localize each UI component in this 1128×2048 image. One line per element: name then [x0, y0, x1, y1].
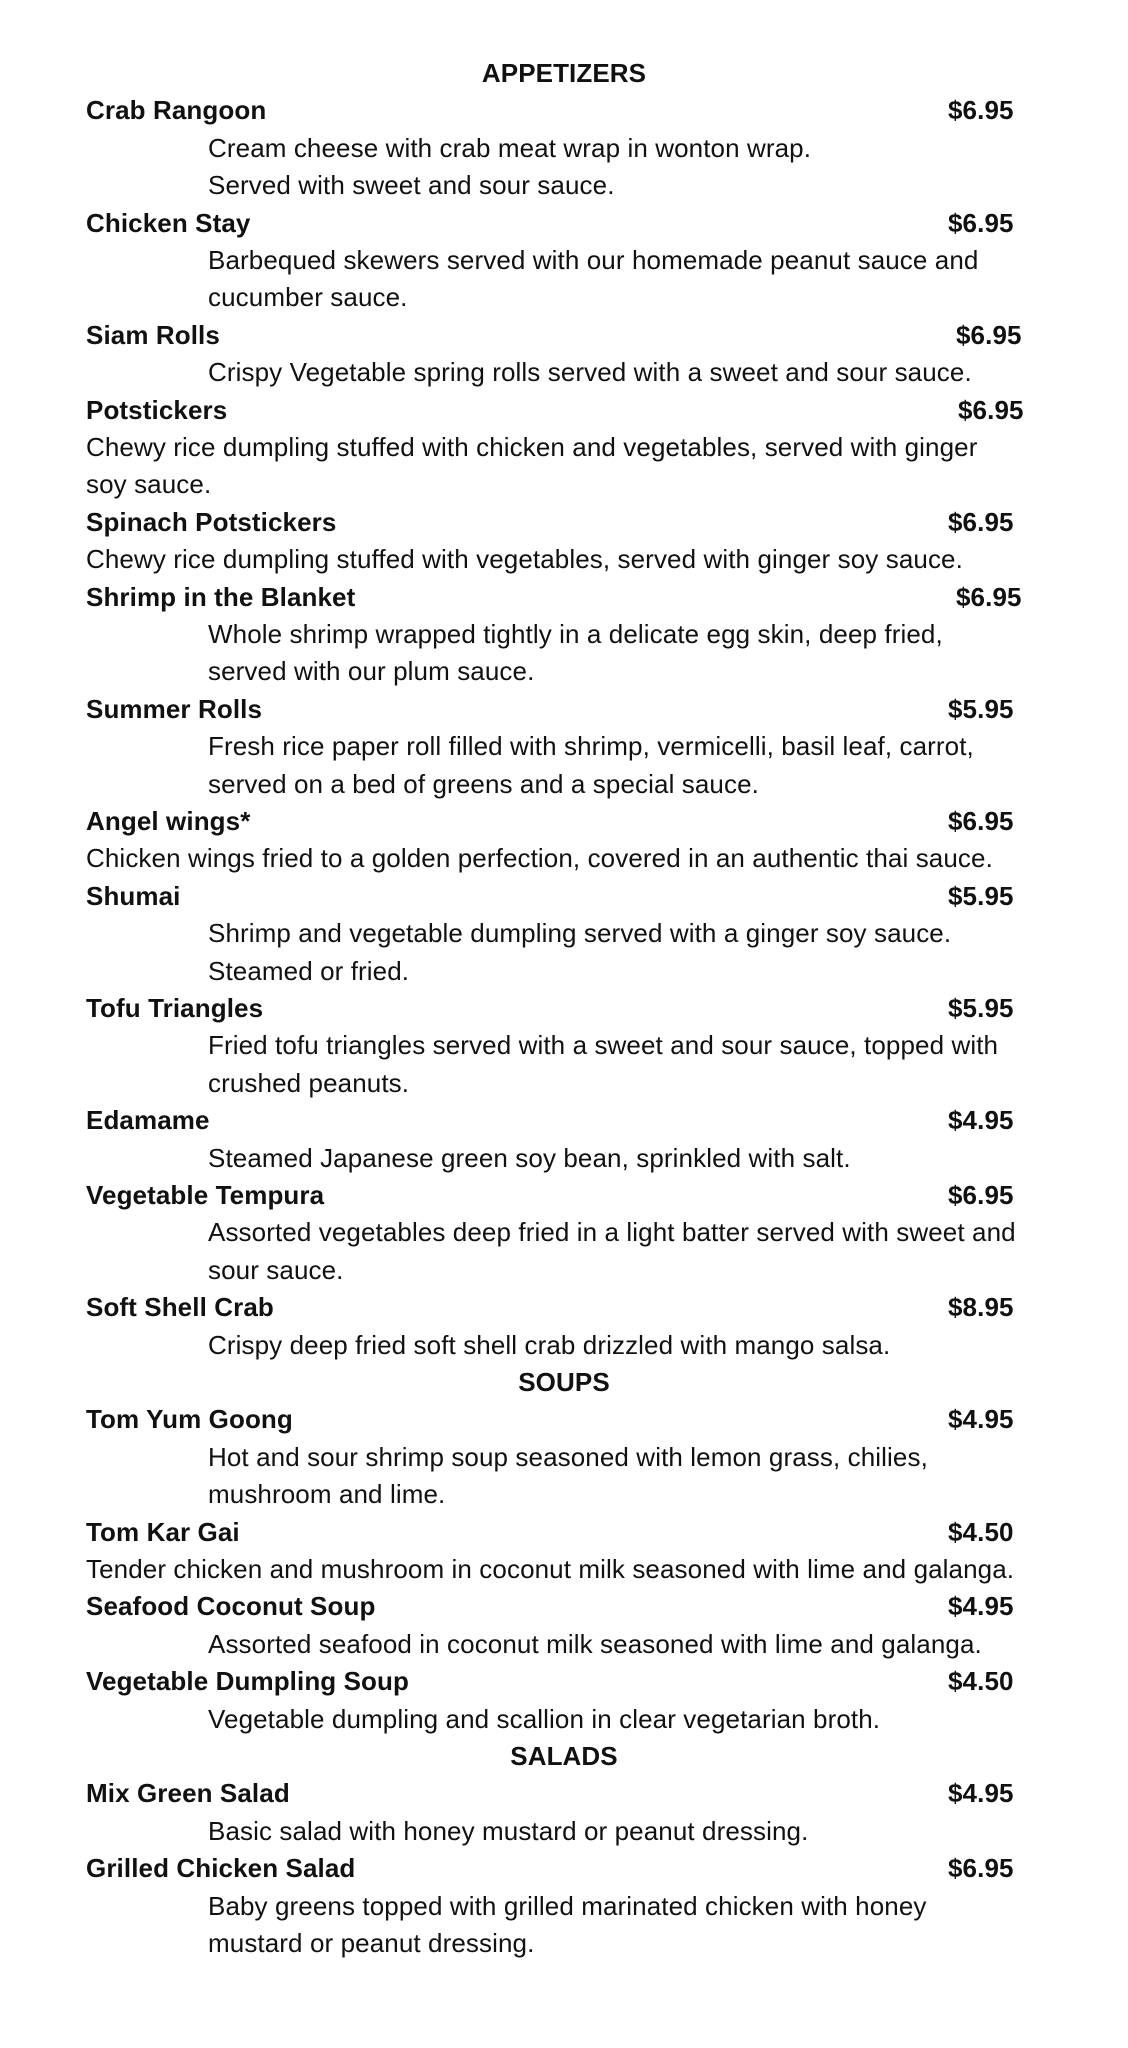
item-description: soy sauce.: [86, 469, 212, 500]
section-heading: SOUPS: [518, 1367, 610, 1397]
item-description: Vegetable dumpling and scallion in clear vegetarian broth.: [208, 1703, 881, 1734]
item-price: $5.95: [948, 880, 1014, 911]
item-description: Assorted seafood in coconut milk seasoned with lime and galanga.: [208, 1628, 982, 1659]
item-price: $6.95: [948, 806, 1014, 836]
item-price: $4.50: [948, 1516, 1014, 1547]
item-description: cucumber sauce.: [208, 282, 408, 313]
item-description: sour sauce.: [208, 1254, 344, 1285]
item-name: Potstickers: [86, 394, 228, 425]
item-price: $4.95: [948, 1105, 1014, 1136]
item-name: Tofu Triangles: [86, 993, 264, 1023]
item-description: Assorted vegetables deep fried in a light batter served with sweet and: [208, 1217, 1016, 1248]
item-name: Tom Yum Goong: [86, 1404, 293, 1435]
item-description: Whole shrimp wrapped tightly in a delicate egg skin, deep fried,: [208, 619, 943, 649]
item-name: Soft Shell Crab: [86, 1292, 274, 1323]
item-name: Vegetable Tempura: [86, 1180, 325, 1210]
item-name: Crab Rangoon: [86, 95, 267, 126]
item-name: Tom Kar Gai: [86, 1516, 240, 1547]
item-description: Hot and sour shrimp soup seasoned with lemon grass, chilies,: [208, 1441, 928, 1472]
item-name: Angel wings*: [86, 806, 251, 836]
item-name: Seafood Coconut Soup: [86, 1591, 376, 1622]
item-description: Fresh rice paper roll filled with shrimp, vermicelli, basil leaf, carrot,: [208, 731, 974, 762]
item-name: Shumai: [86, 880, 181, 911]
item-name: Grilled Chicken Salad: [86, 1853, 356, 1884]
item-name: Shrimp in the Blanket: [86, 581, 356, 612]
item-price: $4.50: [948, 1666, 1014, 1697]
section-heading: APPETIZERS: [481, 58, 647, 88]
item-description: Chicken wings fried to a golden perfection, covered in an authentic thai sauce.: [86, 843, 993, 874]
item-description: Steamed Japanese green soy bean, sprinkled with salt.: [208, 1142, 851, 1173]
item-price: $5.95: [948, 993, 1014, 1023]
item-price: $4.95: [948, 1591, 1014, 1622]
item-description: Cream cheese with crab meat wrap in wonton wrap.: [208, 132, 812, 163]
item-description: crushed peanuts.: [208, 1067, 410, 1098]
item-price: $6.95: [948, 506, 1014, 537]
item-price: $6.95: [948, 207, 1014, 238]
item-description: mustard or peanut dressing.: [208, 1928, 535, 1958]
item-description: served with our plum sauce.: [208, 656, 535, 687]
item-description: served on a bed of greens and a special sauce.: [208, 768, 759, 799]
item-name: Vegetable Dumpling Soup: [86, 1666, 409, 1697]
item-name: Siam Rolls: [86, 319, 220, 350]
item-name: Spinach Potstickers: [86, 506, 337, 537]
item-price: $4.95: [948, 1778, 1014, 1809]
item-price: $6.95: [948, 1853, 1014, 1884]
item-price: $6.95: [948, 95, 1014, 126]
item-description: Barbequed skewers served with our homemade peanut sauce and: [208, 245, 979, 275]
item-description: Chewy rice dumpling stuffed with chicken and vegetables, served with ginger: [86, 432, 978, 462]
item-price: $4.95: [948, 1404, 1014, 1435]
item-description: Served with sweet and sour sauce.: [208, 170, 615, 201]
item-price: $6.95: [958, 394, 1024, 425]
item-description: Baby greens topped with grilled marinated chicken with honey: [208, 1890, 927, 1921]
item-description: Chewy rice dumpling stuffed with vegetables, served with ginger soy sauce.: [86, 544, 963, 575]
item-price: $8.95: [948, 1292, 1014, 1323]
item-description: mushroom and lime.: [208, 1479, 446, 1510]
item-description: Basic salad with honey mustard or peanut dressing.: [208, 1815, 809, 1846]
item-name: Mix Green Salad: [86, 1778, 290, 1809]
item-description: Tender chicken and mushroom in coconut milk seasoned with lime and galanga.: [86, 1554, 1015, 1584]
item-description: Shrimp and vegetable dumpling served with a ginger soy sauce.: [208, 918, 952, 949]
item-price: $6.95: [956, 581, 1022, 612]
item-price: $6.95: [956, 319, 1022, 350]
item-description: Crispy Vegetable spring rolls served with a sweet and sour sauce.: [208, 357, 972, 388]
section-heading: SALADS: [510, 1741, 618, 1771]
item-price: $6.95: [948, 1180, 1014, 1210]
item-name: Chicken Stay: [86, 207, 251, 238]
item-description: Fried tofu triangles served with a sweet and sour sauce, topped with: [208, 1030, 999, 1061]
item-description: Steamed or fried.: [208, 955, 410, 986]
item-price: $5.95: [948, 693, 1014, 724]
item-description: Crispy deep fried soft shell crab drizzled with mango salsa.: [208, 1329, 891, 1360]
item-name: Summer Rolls: [86, 693, 263, 724]
item-name: Edamame: [86, 1105, 210, 1136]
